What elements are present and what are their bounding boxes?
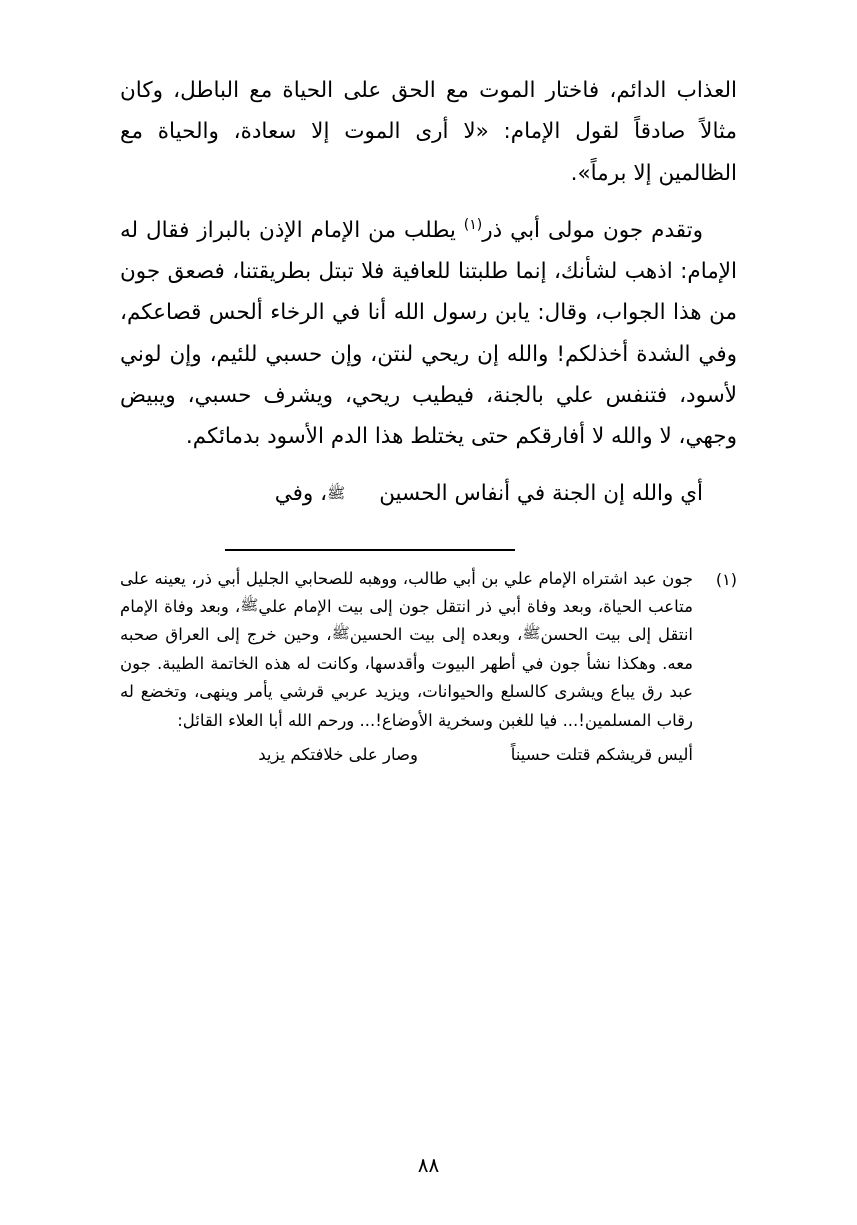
paragraph-2-text-after-marker: يطلب من الإمام الإذن بالبراز فقال له الإمام: اذهب لشأنك، إنما طلبتنا للعافية فلا تبتل بطريقتنا، فصعق جون من هذا الجواب، وقال: يابن رسول الله أنا في الرخاء ألحس قصاعكم، وفي الشدة أخذلكم! والله إن ريحي لنتن، وإن حسبي للئيم، وإن لوني لأسود، فتنفس علي بالجنة، فيطيب ريحي، ويشرف حسبي، ويبيض وجهي، لا والله لا أفارقكم حتى يختلط هذا الدم الأسود بدمائكم. [120,217,737,450]
honorific-symbol-icon-2: ﷺ [522,624,541,643]
footnote-part-3: ، وبعده إلى بيت الحسين [349,625,523,645]
footnote-text [120,565,693,735]
honorific-symbol-icon: ﷺ [327,484,346,503]
footnote-number: (١) [715,569,737,589]
footnote-part-2: ، وبعد وفاة الإمام انتقل إلى بيت الحسن [120,597,693,645]
paragraph-3-text-before-honorific: أي والله إن الجنة في أنفاس الحسين [379,481,703,507]
footnote-part-4: ، وحين خرج إلى العراق صحبه معه. وهكذا نشأ جون في أطهر البيوت وأقدسها، وكانت له هذه الخاتمة الطيبة. جون عبد رق يباع ويشرى كالسلع والحيوانات، ويزيد عربي قرشي يأمر وينهى، وتخضع له رقاب المسلمين!... فيا للغبن وسخرية الأوضاع!... ورحم الله أبا العلاء القائل: [120,625,693,730]
honorific-symbol-icon-1: ﷺ [240,596,259,615]
paragraph-1: العذاب الدائم، فاختار الموت مع الحق على الحياة مع الباطل، وكان مثالاً صادقاً لقول الإمام: «لا أرى الموت إلا سعادة، والحياة مع الظالمين إلا برماً». [120,78,737,186]
footnote-verse [120,741,693,769]
paragraph-2-text-before-marker: وتقدم جون مولى أبي ذر [482,217,703,243]
verse-hemistich-right: أليس قريشكم قتلت حسيناً [510,744,693,764]
main-body [120,70,737,515]
page-number: ٨٨ [417,1153,440,1177]
footnote-marker[interactable]: (١) [463,216,483,233]
footnote-separator-rule [225,549,515,551]
paragraph-3 [120,473,737,514]
footnote-part-1: جون عبد اشتراه الإمام علي بن أبي طالب، ووهبه للصحابي الجليل أبي ذر، يعينه على متاعب الحياة، وبعد وفاة أبي ذر انتقل جون إلى بيت الإمام علي [120,568,693,617]
paragraph-3-text-after-honorific: ، وفي [274,481,328,507]
paragraph-2 [120,210,737,458]
footnote-block [120,565,737,770]
footnote-body [120,565,693,770]
honorific-symbol-icon-3: ﷺ [331,624,350,643]
verse-hemistich-left: وصار على خلافتكم يزيد [258,744,418,764]
